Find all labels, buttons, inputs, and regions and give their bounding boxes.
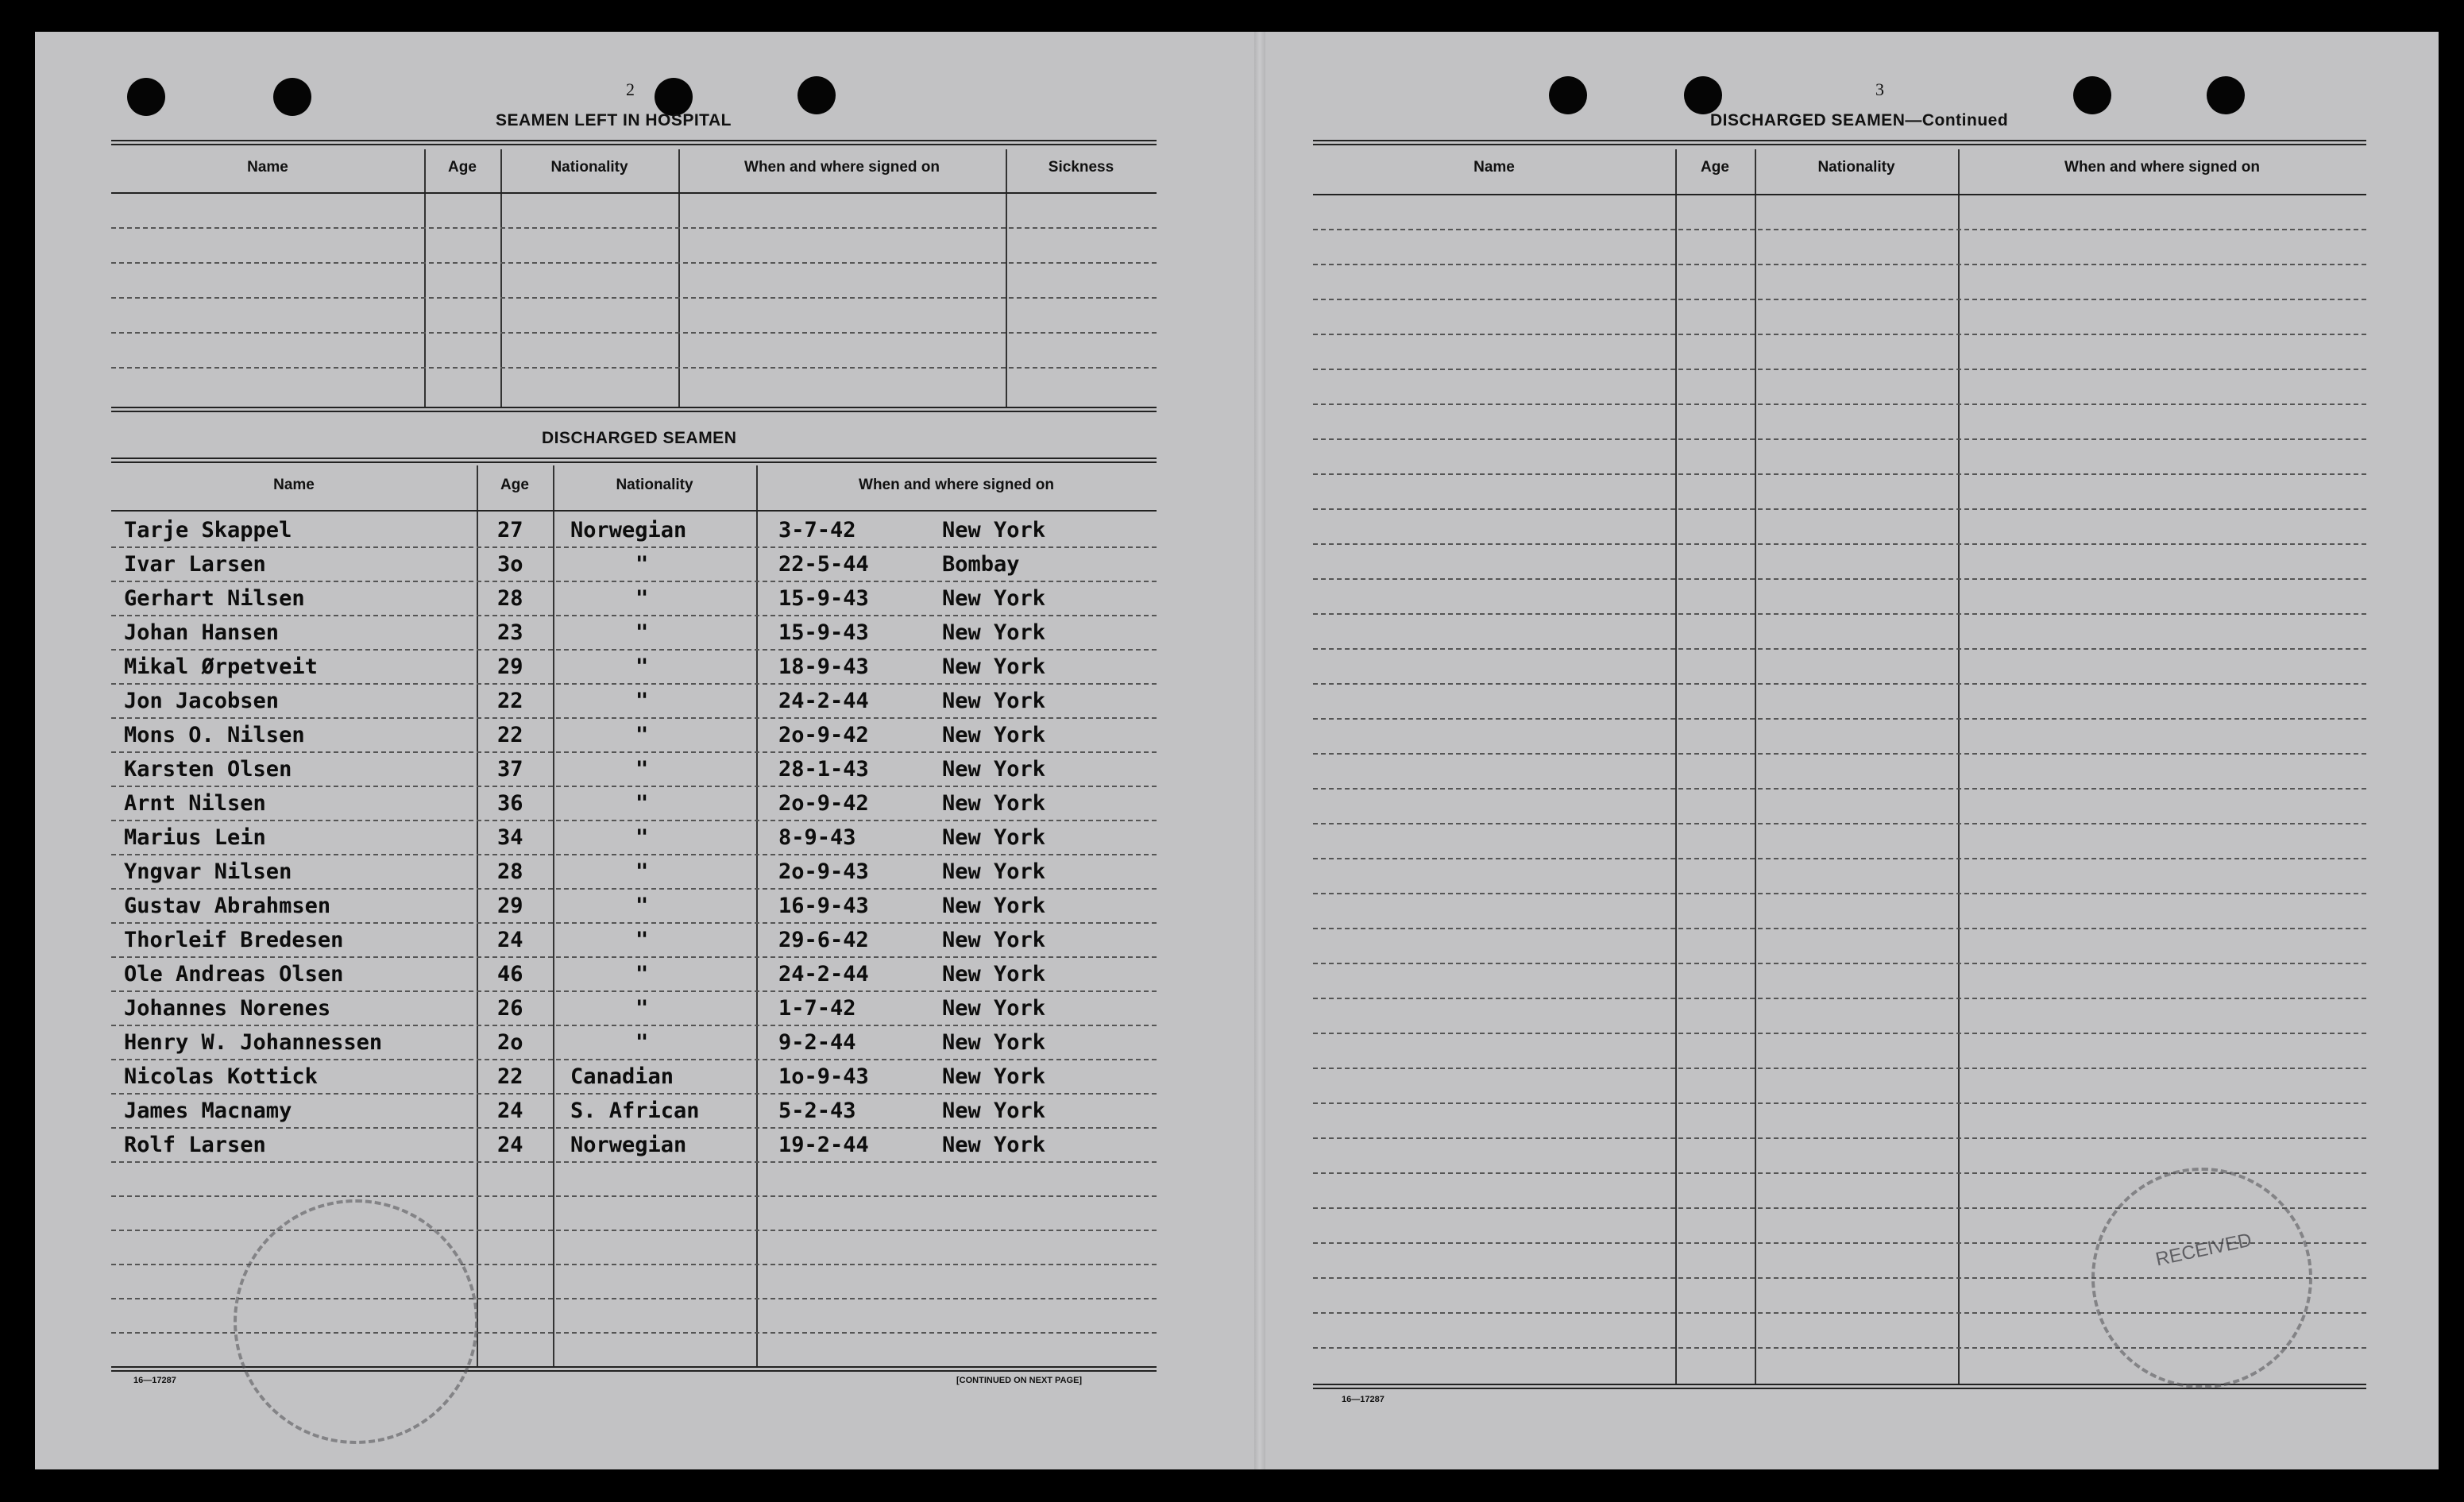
rule [111, 407, 1157, 412]
seaman-age: 36 [497, 791, 523, 816]
discharged-section-title: DISCHARGED SEAMEN [542, 429, 737, 447]
seaman-name: Tarje Skappel [124, 518, 292, 542]
ruled-line [111, 751, 1157, 753]
ruled-line [111, 1093, 1157, 1095]
seaman-nationality: " [635, 859, 649, 884]
ruled-line [1313, 963, 2366, 964]
seaman-age: 26 [497, 996, 523, 1021]
ruled-line [111, 581, 1157, 582]
signed-on-place: New York [942, 586, 1046, 611]
continued-section-title: DISCHARGED SEAMEN—Continued [1710, 111, 2009, 129]
ruled-line [1313, 718, 2366, 720]
seaman-age: 22 [497, 723, 523, 747]
seaman-nationality: " [635, 552, 649, 577]
seaman-nationality: " [635, 723, 649, 747]
ruled-line [1313, 264, 2366, 265]
form-number: 16—17287 [133, 1376, 176, 1385]
ruled-line [1313, 334, 2366, 335]
seaman-age: 28 [497, 586, 523, 611]
ruled-line [111, 546, 1157, 548]
left-page [35, 32, 1254, 1469]
ruled-line [111, 1025, 1157, 1026]
seaman-name: Rolf Larsen [124, 1133, 266, 1157]
ruled-line [111, 332, 1157, 334]
continued-col-nationality: Nationality [1817, 159, 1895, 176]
ruled-line [111, 367, 1157, 369]
signed-on-place: New York [942, 894, 1046, 918]
seaman-age: 29 [497, 894, 523, 918]
signed-on-date: 18-9-43 [778, 654, 869, 679]
signed-on-date: 8-9-43 [778, 825, 856, 850]
signed-on-date: 15-9-43 [778, 620, 869, 645]
seaman-age: 28 [497, 859, 523, 884]
ruled-line [1313, 578, 2366, 580]
signed-on-place: New York [942, 1133, 1046, 1157]
ruled-line [111, 786, 1157, 787]
seaman-name: Ole Andreas Olsen [124, 962, 344, 987]
ruled-line [1313, 858, 2366, 859]
seaman-age: 24 [497, 1099, 523, 1123]
received-stamp-text: RECEIVED [2153, 1229, 2254, 1271]
signed-on-place: New York [942, 723, 1046, 747]
ruled-line [1313, 648, 2366, 650]
ruled-line [1313, 683, 2366, 685]
seaman-age: 46 [497, 962, 523, 987]
seaman-nationality: " [635, 962, 649, 987]
ruled-line [1313, 1137, 2366, 1139]
seaman-nationality: " [635, 620, 649, 645]
form-number: 16—17287 [1342, 1395, 1385, 1404]
seaman-name: Karsten Olsen [124, 757, 292, 782]
seaman-nationality: Norwegian [570, 518, 687, 542]
ruled-line [1313, 823, 2366, 824]
seaman-age: 22 [497, 1064, 523, 1089]
signed-on-date: 9-2-44 [778, 1030, 856, 1055]
seaman-age: 2o [497, 1030, 523, 1055]
seaman-nationality: " [635, 996, 649, 1021]
seaman-nationality: " [635, 825, 649, 850]
signed-on-date: 16-9-43 [778, 894, 869, 918]
seaman-name: Mikal Ørpetveit [124, 654, 318, 679]
signed-on-place: New York [942, 654, 1046, 679]
seaman-name: Nicolas Kottick [124, 1064, 318, 1089]
seaman-name: Gustav Abrahmsen [124, 894, 331, 918]
rule [111, 510, 1157, 512]
seaman-age: 24 [497, 1133, 523, 1157]
signed-on-date: 28-1-43 [778, 757, 869, 782]
signed-on-place: New York [942, 996, 1046, 1021]
ruled-line [1313, 1068, 2366, 1069]
seaman-name: Arnt Nilsen [124, 791, 266, 816]
seaman-age: 29 [497, 654, 523, 679]
signed-on-place: New York [942, 1030, 1046, 1055]
ruled-line [111, 262, 1157, 264]
signed-on-date: 2o-9-42 [778, 723, 869, 747]
signed-on-date: 22-5-44 [778, 552, 869, 577]
ruled-line [1313, 893, 2366, 894]
signed-on-date: 29-6-42 [778, 928, 869, 952]
seaman-age: 24 [497, 928, 523, 952]
signed-on-date: 1-7-42 [778, 996, 856, 1021]
discharged-col-age: Age [500, 477, 529, 493]
ruled-line [1313, 229, 2366, 230]
ruled-line [111, 1127, 1157, 1129]
rule [1313, 194, 2366, 195]
signed-on-date: 5-2-43 [778, 1099, 856, 1123]
ruled-line [111, 888, 1157, 890]
seaman-age: 27 [497, 518, 523, 542]
seaman-nationality: S. African [570, 1099, 700, 1123]
page-number: 3 [1875, 79, 1884, 99]
hospital-col-name: Name [247, 159, 288, 176]
ruled-line [1313, 928, 2366, 929]
ruled-line [111, 820, 1157, 821]
seaman-nationality: " [635, 1030, 649, 1055]
signed-on-date: 15-9-43 [778, 586, 869, 611]
discharged-col-nationality: Nationality [616, 477, 693, 493]
hospital-col-age: Age [448, 159, 477, 176]
signed-on-place: New York [942, 859, 1046, 884]
seaman-name: Marius Lein [124, 825, 266, 850]
seaman-name: Gerhart Nilsen [124, 586, 305, 611]
ruled-line [1313, 438, 2366, 440]
seaman-name: Mons O. Nilsen [124, 723, 305, 747]
hospital-col-sickness: Sickness [1048, 159, 1114, 176]
continued-col-name: Name [1473, 159, 1515, 176]
seaman-nationality: " [635, 757, 649, 782]
ruled-line [1313, 543, 2366, 545]
ruled-line [111, 717, 1157, 719]
ruled-line [1313, 508, 2366, 510]
ruled-line [1313, 1033, 2366, 1034]
ruled-line [1313, 299, 2366, 300]
signed-on-place: New York [942, 928, 1046, 952]
ruled-line [1313, 613, 2366, 615]
ruled-line [111, 922, 1157, 924]
received-stamp [2091, 1168, 2312, 1388]
ruled-line [1313, 998, 2366, 999]
rule [111, 458, 1157, 463]
ruled-line [1313, 403, 2366, 405]
ruled-line [1313, 1102, 2366, 1104]
seaman-age: 23 [497, 620, 523, 645]
seaman-age: 3o [497, 552, 523, 577]
ruled-line [111, 615, 1157, 616]
ruled-line [111, 683, 1157, 685]
seaman-nationality: Canadian [570, 1064, 674, 1089]
seaman-name: James Macnamy [124, 1099, 292, 1123]
signed-on-place: New York [942, 620, 1046, 645]
signed-on-date: 24-2-44 [778, 689, 869, 713]
ruled-line [1313, 369, 2366, 370]
postmark-stamp [234, 1199, 478, 1444]
ruled-line [111, 1161, 1157, 1163]
seaman-nationality: " [635, 791, 649, 816]
seaman-age: 37 [497, 757, 523, 782]
signed-on-place: New York [942, 962, 1046, 987]
signed-on-place: New York [942, 1099, 1046, 1123]
page-number: 2 [626, 79, 635, 99]
seaman-age: 34 [497, 825, 523, 850]
rule [1313, 140, 2366, 145]
hospital-col-nationality: Nationality [550, 159, 628, 176]
signed-on-place: Bombay [942, 552, 1020, 577]
ruled-line [111, 297, 1157, 299]
ruled-line [111, 854, 1157, 855]
ruled-line [1313, 473, 2366, 475]
ruled-line [111, 1195, 1157, 1197]
seaman-age: 22 [497, 689, 523, 713]
ruled-line [111, 649, 1157, 651]
discharged-col-signed-on: When and where signed on [859, 477, 1054, 493]
signed-on-place: New York [942, 518, 1046, 542]
rule [111, 140, 1157, 145]
signed-on-place: New York [942, 757, 1046, 782]
seaman-nationality: " [635, 689, 649, 713]
signed-on-date: 2o-9-43 [778, 859, 869, 884]
seaman-nationality: " [635, 586, 649, 611]
seaman-name: Ivar Larsen [124, 552, 266, 577]
discharged-col-name: Name [273, 477, 315, 493]
seaman-name: Johan Hansen [124, 620, 280, 645]
ruled-line [1313, 788, 2366, 790]
signed-on-date: 2o-9-42 [778, 791, 869, 816]
seaman-nationality: " [635, 894, 649, 918]
seaman-name: Thorleif Bredesen [124, 928, 344, 952]
signed-on-place: New York [942, 689, 1046, 713]
seaman-nationality: " [635, 928, 649, 952]
continued-col-age: Age [1701, 159, 1729, 176]
continued-note: [CONTINUED ON NEXT PAGE] [956, 1376, 1083, 1385]
seaman-name: Johannes Norenes [124, 996, 331, 1021]
seaman-name: Jon Jacobsen [124, 689, 280, 713]
ruled-line [111, 990, 1157, 992]
ruled-line [111, 227, 1157, 229]
signed-on-place: New York [942, 825, 1046, 850]
hospital-col-signed-on: When and where signed on [744, 159, 940, 176]
hospital-section-title: SEAMEN LEFT IN HOSPITAL [496, 111, 732, 129]
ruled-line [111, 956, 1157, 958]
seaman-name: Yngvar Nilsen [124, 859, 292, 884]
ruled-line [111, 1230, 1157, 1231]
seaman-nationality: Norwegian [570, 1133, 687, 1157]
signed-on-date: 1o-9-43 [778, 1064, 869, 1089]
signed-on-date: 3-7-42 [778, 518, 856, 542]
ruled-line [111, 1059, 1157, 1060]
document-sheet [35, 32, 2439, 1469]
signed-on-place: New York [942, 1064, 1046, 1089]
ruled-line [1313, 753, 2366, 755]
signed-on-date: 24-2-44 [778, 962, 869, 987]
right-page [1265, 32, 2439, 1469]
continued-col-signed-on: When and where signed on [2064, 159, 2260, 176]
rule [111, 192, 1157, 194]
seaman-nationality: " [635, 654, 649, 679]
seaman-name: Henry W. Johannessen [124, 1030, 383, 1055]
signed-on-place: New York [942, 791, 1046, 816]
center-fold [1254, 32, 1265, 1469]
signed-on-date: 19-2-44 [778, 1133, 869, 1157]
